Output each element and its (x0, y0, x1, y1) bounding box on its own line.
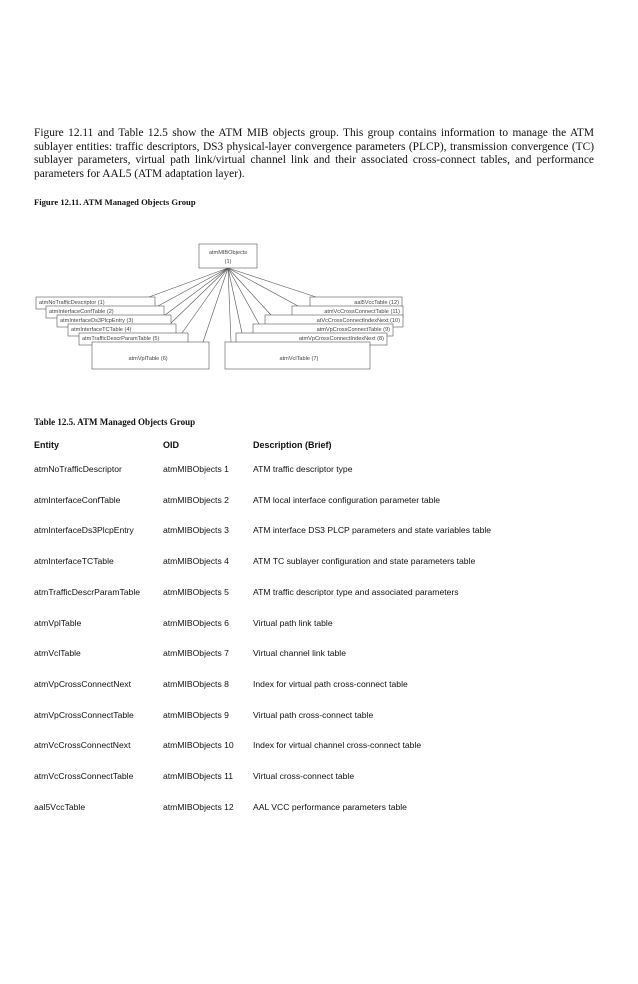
left-node-2-connector (158, 268, 228, 306)
table-row (34, 556, 594, 570)
description-cell: ATM traffic descriptor type (253, 464, 353, 474)
table-row (34, 802, 594, 816)
oid-cell: atmMIBObjects 9 (163, 709, 229, 720)
table-header-entity: Entity (34, 440, 60, 450)
left-node-3-connector (165, 268, 228, 315)
left-node-3-label: atmInterfaceDs3PlcpEntry (3) (60, 318, 134, 324)
atm-mib-tree-diagram (0, 0, 638, 400)
table-header-oid: OID (163, 440, 180, 450)
table-row (34, 679, 594, 693)
left-node-stack (36, 297, 209, 369)
table-caption: Table 12.5. ATM Managed Objects Group (34, 417, 196, 427)
description-cell: ATM local interface configuration parameter table (253, 494, 441, 505)
oid-cell: atmMIBObjects 10 (163, 740, 234, 751)
right-node-7-label: atmVclTable (7) (279, 356, 319, 362)
table-row (34, 618, 594, 632)
oid-cell: atmMIBObjects 2 (163, 494, 229, 505)
entity-cell: atmVpCrossConnectNext (34, 678, 131, 689)
figure-caption: Figure 12.11. ATM Managed Objects Group (34, 197, 196, 207)
entity-cell: atmNoTrafficDescriptor (34, 464, 122, 474)
right-node-9-label: atmVpCrossConnectTable (9) (316, 327, 390, 333)
oid-cell: atmMIBObjects 1 (163, 464, 229, 474)
description-cell: Virtual channel link table (253, 648, 346, 659)
left-node-1-label: atmNoTrafficDescriptor (1) (39, 300, 105, 306)
oid-cell: atmMIBObjects 11 (163, 771, 234, 781)
left-node-1-connector (149, 268, 228, 297)
description-cell: ATM TC sublayer configuration and state parameters table (253, 556, 476, 567)
right-node-11-label: atmVcCrossConnectTable (11) (324, 309, 400, 315)
left-node-2-label: atmInterfaceConfTable (2) (49, 309, 114, 315)
left-node-6-connector (203, 268, 228, 342)
oid-cell: atmMIBObjects 8 (163, 678, 229, 689)
table-row (34, 740, 594, 754)
description-cell: AAL VCC performance parameters table (253, 801, 407, 812)
entity-cell: atmVpCrossConnectTable (34, 709, 134, 720)
left-node-5-connector (182, 268, 228, 333)
right-node-12-label: aal5VccTable (12) (354, 300, 399, 306)
oid-cell: atmMIBObjects 12 (163, 801, 234, 812)
description-cell: ATM interface DS3 PLCP parameters and state variables table (253, 525, 492, 536)
right-node-stack (225, 297, 403, 369)
oid-cell: atmMIBObjects 4 (163, 556, 229, 567)
entity-cell: atmInterfaceTCTable (34, 556, 114, 567)
entity-cell: atmInterfaceDs3PlcpEntry (34, 525, 134, 536)
intro-paragraph: Figure 12.11 and Table 12.5 show the ATM MIB objects group. This group contains information to manage the ATM sublayer entities: traffic descriptors, DS3 physical-layer convergence parameters (PLCP), transmission convergence (TC) sublayer parameters, virtual path link/virtual channel link and their associated cross-connect tables, and performance parameters for AAL5 (ATM adaptation layer). (34, 127, 594, 180)
table-row (34, 464, 594, 478)
left-node-6-label: atmVplTable (6) (128, 356, 168, 362)
description-cell: Virtual path link table (253, 617, 333, 628)
description-cell: Index for virtual channel cross-connect table (253, 740, 422, 751)
left-node-4-label: atmInterfaceTCTable (4) (71, 327, 132, 333)
entity-cell: atmVcCrossConnectNext (34, 740, 131, 751)
entity-cell: atmInterfaceConfTable (34, 494, 121, 505)
entity-cell: atmVplTable (34, 617, 82, 628)
entity-cell: atmVclTable (34, 648, 81, 659)
description-cell: Index for virtual path cross-connect table (253, 678, 408, 689)
description-cell: Virtual cross-connect table (253, 771, 355, 781)
description-cell: Virtual path cross-connect table (253, 709, 374, 720)
entity-cell: atmVcCrossConnectTable (34, 771, 134, 781)
root-node-name: atmMIBObjects (208, 250, 248, 256)
table-row (34, 525, 594, 539)
table-row (34, 648, 594, 662)
entity-cell: aal5VccTable (34, 801, 86, 812)
right-node-10-label: atVcCrossConnectIndexNext (10) (316, 318, 400, 324)
table-row (34, 771, 594, 785)
left-node-4-connector (170, 268, 228, 324)
entity-cell: atmTrafficDescrParamTable (34, 586, 141, 597)
right-node-8-label: atmVpCrossConnectIndexNext (8) (298, 336, 384, 342)
description-cell: ATM traffic descriptor type and associated parameters (253, 586, 459, 597)
root-node (199, 244, 257, 268)
table-row (34, 495, 594, 509)
table-header-description: Description (Brief) (253, 440, 332, 450)
oid-cell: atmMIBObjects 7 (163, 648, 229, 659)
table-row (34, 587, 594, 601)
root-node-number: (1) (224, 259, 232, 265)
oid-cell: atmMIBObjects 3 (163, 525, 229, 536)
oid-cell: atmMIBObjects 5 (163, 586, 229, 597)
left-node-5-label: atmTrafficDescrParamTable (5) (82, 336, 160, 342)
table-row (34, 710, 594, 724)
oid-cell: atmMIBObjects 6 (163, 617, 229, 628)
